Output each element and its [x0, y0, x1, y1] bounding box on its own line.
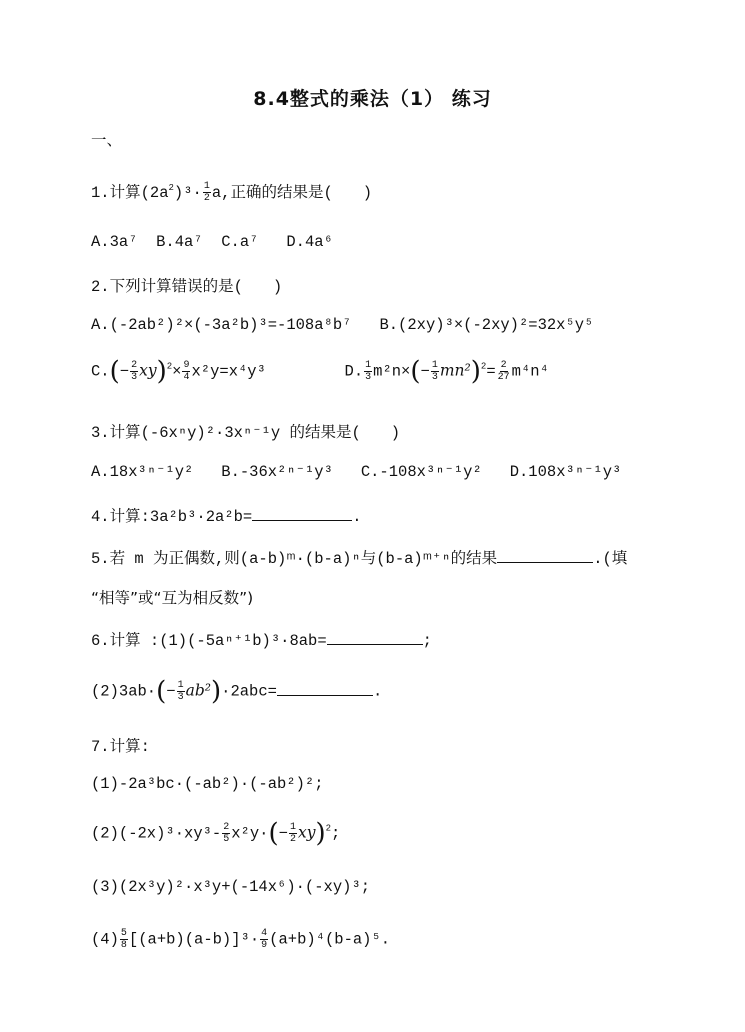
q7-part-4: (4) $\frac{5}{8}$ [(a+b)(a-b)]³· $\frac{4}{9}$ (a+b)⁴(b-a)⁵. [91, 928, 391, 951]
page-title: 8.4整式的乘法（1） 练习 [253, 88, 492, 110]
question-7: 7.计算: [91, 738, 150, 756]
q1-end: ) [362, 184, 373, 202]
q7-part-3: (3)(2x³y)²·x³y+(-14x⁶)·(-xy)³; [91, 878, 371, 896]
q1-mid: )³· [173, 184, 202, 202]
q3-option-b: B.-36x²ⁿ⁻¹y³ [221, 463, 333, 481]
q2-stem: 2.下列计算错误的是( [91, 278, 243, 296]
question-6-part-1: 6.计算 :(1)(-5aⁿ⁺¹b)³·8ab= ; [91, 632, 432, 650]
q3-end: ) [390, 424, 401, 442]
question-2 [91, 274, 282, 296]
q1-option-d: D.4a⁶ [286, 233, 333, 251]
q1-suffix: a,正确的结果是( [211, 184, 333, 202]
q2-options-cd: C.(− $\frac{2}{3}$ xy)$^2$× $\frac{9}{4}$ x²y=x⁴y³ D. $\frac{1}{3}$ m²n×(− $\frac{1}{3}$ mn²)$^2$= $\frac{2}{27}$ m⁴n⁴ [91, 356, 549, 387]
q2d-fraction: $\frac{1}{3}$ [365, 360, 372, 383]
q1-option-b: B.4a⁷ [156, 233, 203, 251]
q6-2-answer-blank[interactable] [277, 681, 373, 696]
question-4: 4.计算:3a²b³·2a²b= . [91, 508, 362, 526]
q5-answer-blank[interactable] [497, 548, 593, 563]
q1-option-c: C.a⁷ [221, 233, 259, 251]
q2-option-a: A.(-2ab²)²×(-3a²b)³=-108a⁸b⁷ [91, 316, 352, 334]
question-1: 1.计算$(2a^2)^3\cdot$ $\frac{1}{2}$ a,正确的结果是( ) [91, 181, 373, 205]
q3-options [91, 462, 621, 481]
q5-line-2: “相等”或“互为相反数”) [91, 589, 254, 607]
q1-options [91, 233, 333, 251]
question-3 [91, 420, 400, 442]
q3-option-d: D.108x³ⁿ⁻¹y³ [509, 463, 622, 481]
q1-prefix: 1.计算(2a [91, 184, 169, 202]
q2c-fraction: $\frac{2}{3}$ [131, 360, 138, 383]
q2-end: ) [272, 278, 283, 296]
q2-option-b: B.(2xy)³×(-2xy)²=32x⁵y⁵ [379, 316, 594, 334]
q1-option-a: A.3a⁷ [91, 233, 138, 251]
question-6-part-2: (2)3ab·(− $\frac{1}{3}$ ab²)·2abc= . [91, 676, 383, 707]
q4-answer-blank[interactable] [252, 506, 352, 521]
q3-option-a: A.18x³ⁿ⁻¹y² [91, 463, 194, 481]
q3-option-c: C.-108x³ⁿ⁻¹y² [360, 463, 482, 481]
q2-options-ab [91, 316, 593, 334]
q6-1-answer-blank[interactable] [327, 630, 423, 645]
q7-part-2: (2)(-2x)³·xy³- $\frac{2}{5}$ x²y·(− $\frac{1}{2}$ xy)$^2$; [91, 818, 341, 849]
section-heading: 一、 [91, 131, 123, 149]
q3-stem: 3.计算(-6xⁿy)²·3xⁿ⁻¹y 的结果是( [91, 424, 361, 442]
q7-part-1: (1)-2a³bc·(-ab²)·(-ab²)²; [91, 775, 324, 793]
q1-fraction: $\frac{1}{2}$ [203, 181, 210, 205]
question-5: 5.若 m 为正偶数,则(a-b)ᵐ·(b-a)ⁿ与(b-a)ᵐ⁺ⁿ的结果 .(填 [91, 550, 628, 568]
